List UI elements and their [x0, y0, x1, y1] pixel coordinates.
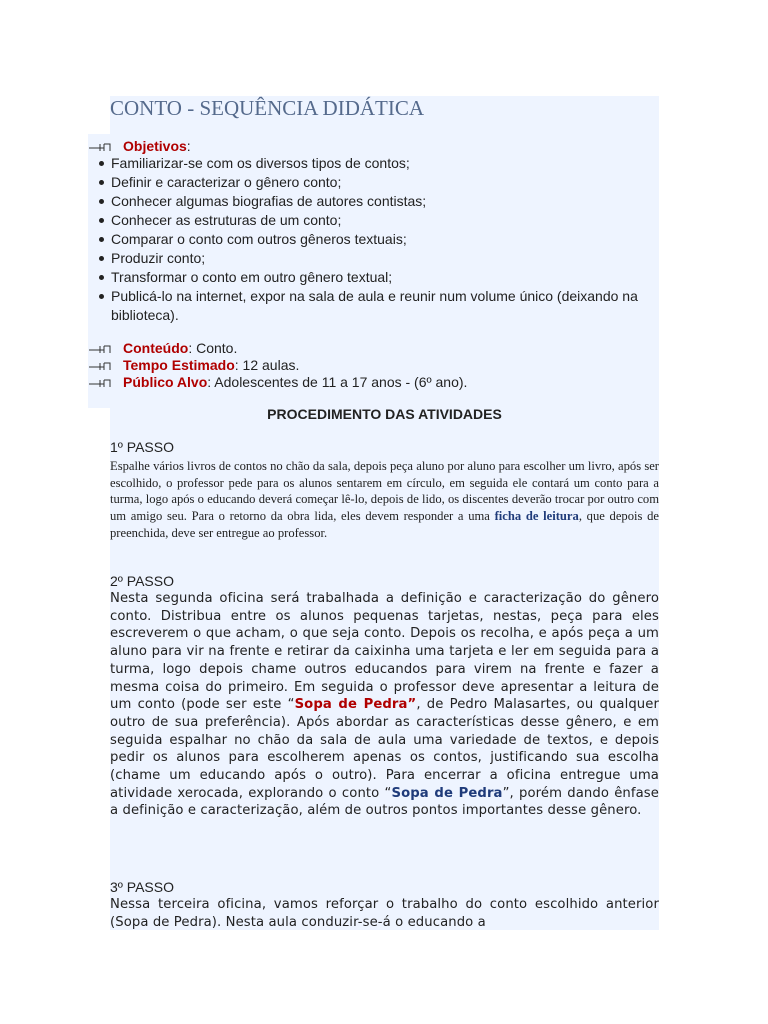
objetivos-label: Objetivos [123, 138, 187, 154]
list-item: Conhecer as estruturas de um conto; [98, 211, 658, 230]
passo2-text [110, 590, 659, 820]
passo1-title: 1º PASSO [110, 439, 174, 455]
arrow-bullet-icon [88, 359, 112, 371]
list-item: Conhecer algumas biografias de autores contistas; [98, 192, 658, 211]
tempo-label: Tempo Estimado [123, 357, 235, 373]
publico-row [123, 374, 467, 391]
page-title: CONTO - SEQUÊNCIA DIDÁTICA [110, 96, 425, 120]
list-item: Familiarizar-se com os diversos tipos de contos; [98, 154, 658, 173]
sopa-de-pedra-title: Sopa de Pedra” [294, 697, 417, 713]
passo1-text [110, 458, 659, 542]
tempo-value: : 12 aulas. [234, 357, 300, 373]
conteudo-label: Conteúdo [123, 340, 189, 356]
arrow-bullet-icon [88, 376, 112, 388]
arrow-bullet-icon [88, 342, 112, 354]
conteudo-row [123, 340, 237, 357]
passo3-title: 3º PASSO [110, 879, 174, 895]
objetivos-heading [123, 138, 191, 155]
tempo-row [123, 357, 299, 374]
list-item: Comparar o conto com outros gêneros textuais; [98, 230, 658, 249]
sopa-de-pedra-link[interactable]: Sopa de Pedra [391, 785, 503, 801]
list-item: Definir e caracterizar o gênero conto; [98, 173, 658, 192]
list-item: Produzir conto; [98, 249, 658, 268]
objetivos-colon: : [186, 138, 191, 154]
passo3-text: Nessa terceira oficina, vamos reforçar o trabalho do conto escolhido anterior (Sopa de Pedra). Nesta aula conduzir-se-á o educando a [110, 897, 659, 930]
publico-label: Público Alvo [123, 374, 208, 390]
conteudo-value: : Conto. [188, 340, 238, 356]
procedimento-heading: PROCEDIMENTO DAS ATIVIDADES [267, 406, 502, 422]
arrow-bullet-icon [88, 140, 112, 152]
passo2-text-c: ”, porém dando ênfase a definição e caracterização, além de outros pontos importantes desse gênero. [110, 785, 659, 819]
list-item: Transformar o conto em outro gênero textual; [98, 268, 658, 287]
passo2-text-b: , de Pedro Malasartes, ou qualquer outro de sua preferência). Após abordar as características desse gênero, e em seguida espalhar no chão da sala de aula uma variedade de textos, e depois pedir os alunos para escolherem apenas os contos, justificando sua escolha (chame um educando após o outro). Para encerrar a oficina entregue uma atividade xerocada, explorando o conto “ [110, 697, 660, 801]
objetivos-list [98, 154, 658, 325]
ficha-de-leitura-link[interactable]: ficha de leitura [494, 509, 579, 524]
publico-value: : Adolescentes de 11 a 17 anos - (6º ano). [207, 374, 468, 390]
passo2-text-a: Nesta segunda oficina será trabalhada a definição e caracterização do gênero conto. Distribua entre os alunos pequenas tarjetas, nestas, peça para eles escreverem o que acham, o que seja conto. Depois os recolha, e após peça a um aluno para vir na frente e retirar da caixinha uma tarjeta e ler em seguida para a turma, logo depois chame outros educandos para virem na frente e fazer a mesma coisa do primeiro. Em seguida o professor deve apresentar a leitura de um conto (pode ser este “ [110, 591, 659, 713]
passo1-text-a: Espalhe vários livros de contos no chão da sala, depois peça aluno por aluno para escolher um livro, após ser escolhido, o professor pede para os alunos sentarem em círculo, em seguida ele contará um conto para a turma, logo após o educando deverá começar lê-lo, depois de lido, os discentes deverão trocar por outro com um amigo seu. Para o retorno da obra lida, eles devem responder a uma [110, 459, 659, 524]
passo1-text-b: , que depois de preenchida, deve ser entregue ao professor. [110, 509, 659, 540]
list-item: Publicá-lo na internet, expor na sala de aula e reunir num volume único (deixando na biblioteca). [98, 287, 658, 325]
passo2-title: 2º PASSO [110, 573, 174, 589]
